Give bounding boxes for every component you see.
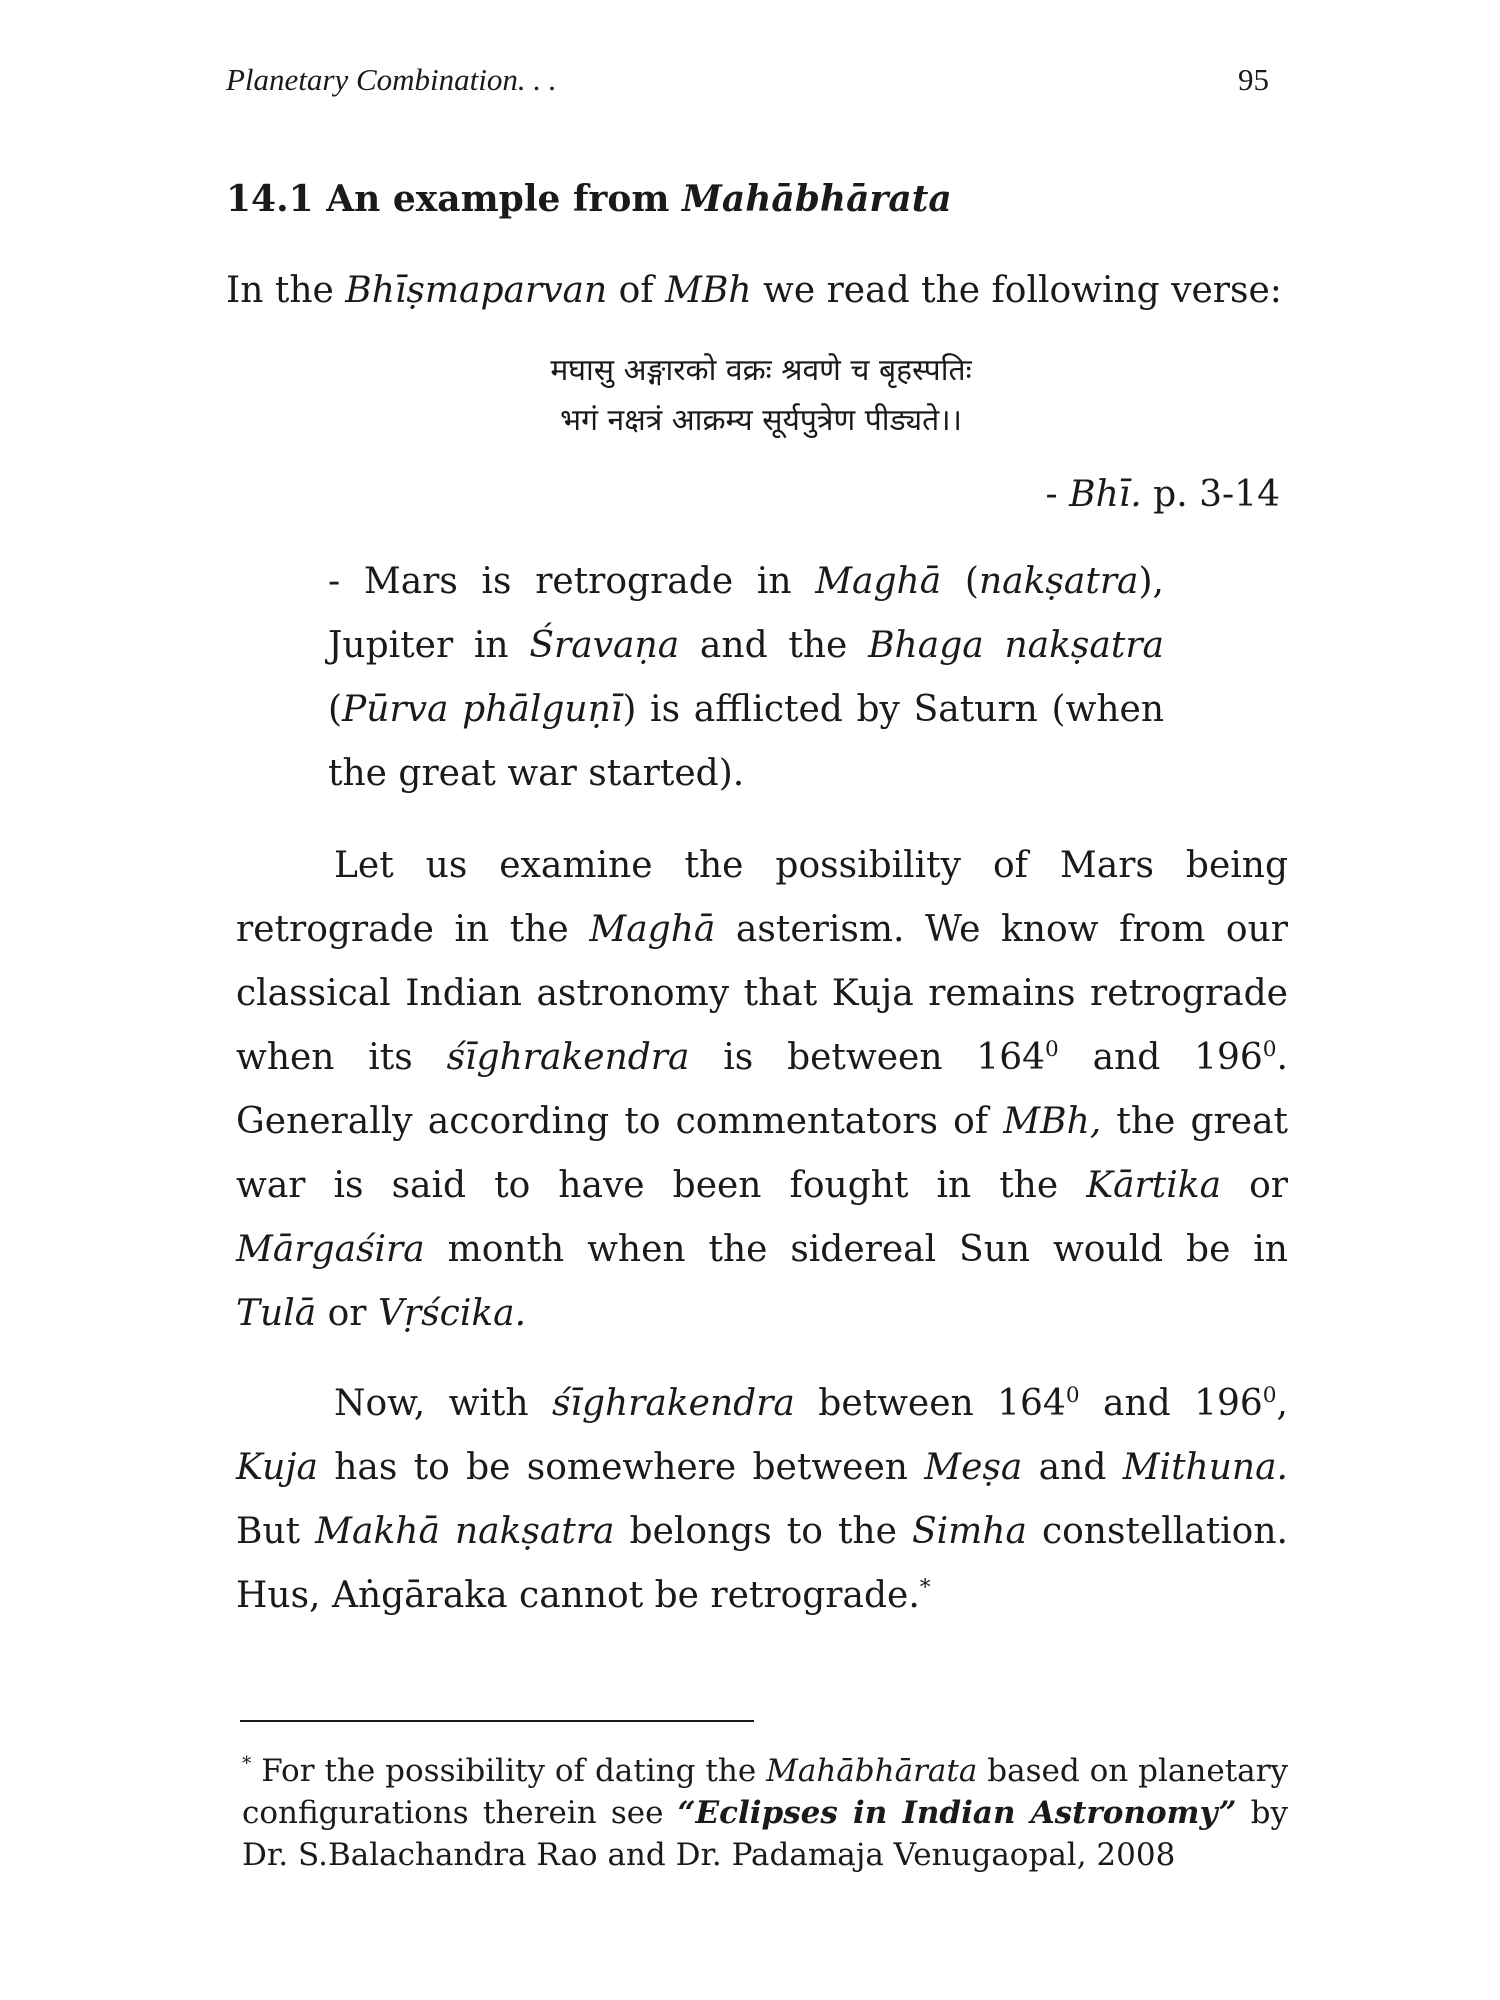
- paragraph-text: is between 164: [689, 1037, 1046, 1078]
- translation-text: and the: [679, 625, 869, 666]
- intro-text: we read the following verse:: [751, 270, 1282, 311]
- term-mbh: MBh,: [1003, 1101, 1102, 1142]
- translation-text: (: [328, 689, 343, 730]
- term-bhaga-nakshatra: Bhaga nakṣatra: [868, 625, 1164, 666]
- footnote-marker: *: [242, 1753, 252, 1775]
- degree-superscript: 0: [1065, 1383, 1080, 1408]
- intro-sentence: [226, 270, 1296, 311]
- paragraph-text: month when the sidereal Sun would be in: [424, 1229, 1288, 1270]
- section-title-italic: Mahābhārata: [682, 178, 952, 220]
- degree-superscript: 0: [1262, 1383, 1277, 1408]
- paragraph-text: belongs to the: [614, 1511, 912, 1552]
- paragraph-text: and: [1022, 1447, 1123, 1488]
- paragraph-text: the great war is said to have been fought in the: [236, 1101, 1288, 1206]
- paragraph-text: Now, with: [334, 1383, 552, 1424]
- term-magha: Maghā: [589, 909, 716, 950]
- degree-superscript: 0: [1045, 1037, 1059, 1062]
- paragraph-text: has to be somewhere between: [317, 1447, 925, 1488]
- footnote-divider: [240, 1720, 754, 1722]
- paragraph-text: between 164: [794, 1383, 1066, 1424]
- page-number: 95: [1238, 62, 1269, 97]
- term-magha: Maghā: [815, 561, 942, 602]
- section-number: 14.1: [226, 178, 314, 220]
- paragraph-text: . Generally according to commentators of: [236, 1037, 1288, 1142]
- term-purva-phalguni: Pūrva phālguṇī: [342, 689, 623, 730]
- term-nakshatra: nakṣatra: [978, 561, 1139, 602]
- citation-text: -: [1045, 474, 1070, 515]
- term-vrscika: Vṛścika.: [377, 1293, 527, 1334]
- citation-text: p. 3-14: [1141, 474, 1280, 515]
- paragraph-text: asterism. We know from our classical Indian astronomy that Kuja remains retrograde when its: [236, 909, 1288, 1078]
- citation-work: Bhī.: [1069, 474, 1142, 515]
- paragraph-text: or: [1221, 1165, 1288, 1206]
- term-bhismaparvan: Bhīṣmaparvan: [345, 270, 608, 311]
- paragraph-2: [236, 1372, 1288, 1628]
- footnote-text: by Dr. S.Balachandra Rao and Dr. Padamaja Venugaopal, 2008: [242, 1795, 1288, 1873]
- section-title-plain: An example from: [326, 178, 670, 220]
- sanskrit-verse-line-2: भगं नक्षत्रं आक्रम्य सूर्यपुत्रेण पीड्यते।।: [560, 403, 962, 438]
- footnote-marker: *: [919, 1575, 931, 1600]
- term-kuja: Kuja: [236, 1447, 318, 1488]
- term-kartika: Kārtika: [1086, 1165, 1222, 1206]
- term-sighrakendra: śīghrakendra: [446, 1037, 690, 1078]
- intro-text: of: [607, 270, 666, 311]
- term-mesa: Meṣa: [924, 1447, 1023, 1488]
- translation-text: ) is afflicted by Saturn (when the great war started).: [328, 689, 1164, 794]
- sanskrit-verse-line-1: मघासु अङ्गारको वक्रः श्रवणे च बृहस्पतिः: [550, 353, 972, 388]
- term-makha-nakshatra: Makhā nakṣatra: [315, 1511, 615, 1552]
- footnote-text: based on planetary configurations therein see: [242, 1753, 1288, 1831]
- term-sravana: Śravaṇa: [529, 625, 680, 666]
- paragraph-text: But: [236, 1511, 316, 1552]
- paragraph-text: Let us examine the possibility of Mars being retrograde in the: [236, 845, 1288, 950]
- running-header: Planetary Combination. . .: [226, 62, 557, 97]
- paragraph-text: or: [316, 1293, 378, 1334]
- paragraph-1: [236, 834, 1288, 1346]
- term-mbh: MBh: [665, 270, 752, 311]
- term-tula: Tulā: [236, 1293, 317, 1334]
- verse-citation: [226, 474, 1280, 515]
- translation-text: ), Jupiter in: [328, 561, 1164, 666]
- section-heading: [226, 178, 952, 220]
- paragraph-text: and 196: [1079, 1383, 1263, 1424]
- translation-text: (: [941, 561, 979, 602]
- term-mahabharata: Mahābhārata: [766, 1753, 978, 1789]
- footnote: [242, 1750, 1288, 1876]
- translation-text: - Mars is retrograde in: [328, 561, 816, 602]
- term-sighrakendra: śīghrakendra: [551, 1383, 795, 1424]
- paragraph-text: ,: [1276, 1383, 1288, 1424]
- paragraph-text: constellation. Hus, Aṅgāraka cannot be retrograde.: [236, 1511, 1288, 1616]
- intro-text: In the: [226, 270, 346, 311]
- paragraph-text: and 196: [1058, 1037, 1263, 1078]
- degree-superscript: 0: [1262, 1037, 1277, 1062]
- book-title: “Eclipses in Indian Astronomy”: [677, 1795, 1237, 1831]
- term-simha: Simha: [911, 1511, 1027, 1552]
- term-margasira: Mārgaśira: [236, 1229, 425, 1270]
- term-mithuna: Mithuna.: [1122, 1447, 1288, 1488]
- footnote-text: For the possibility of dating the: [251, 1753, 767, 1789]
- verse-translation: [328, 550, 1164, 806]
